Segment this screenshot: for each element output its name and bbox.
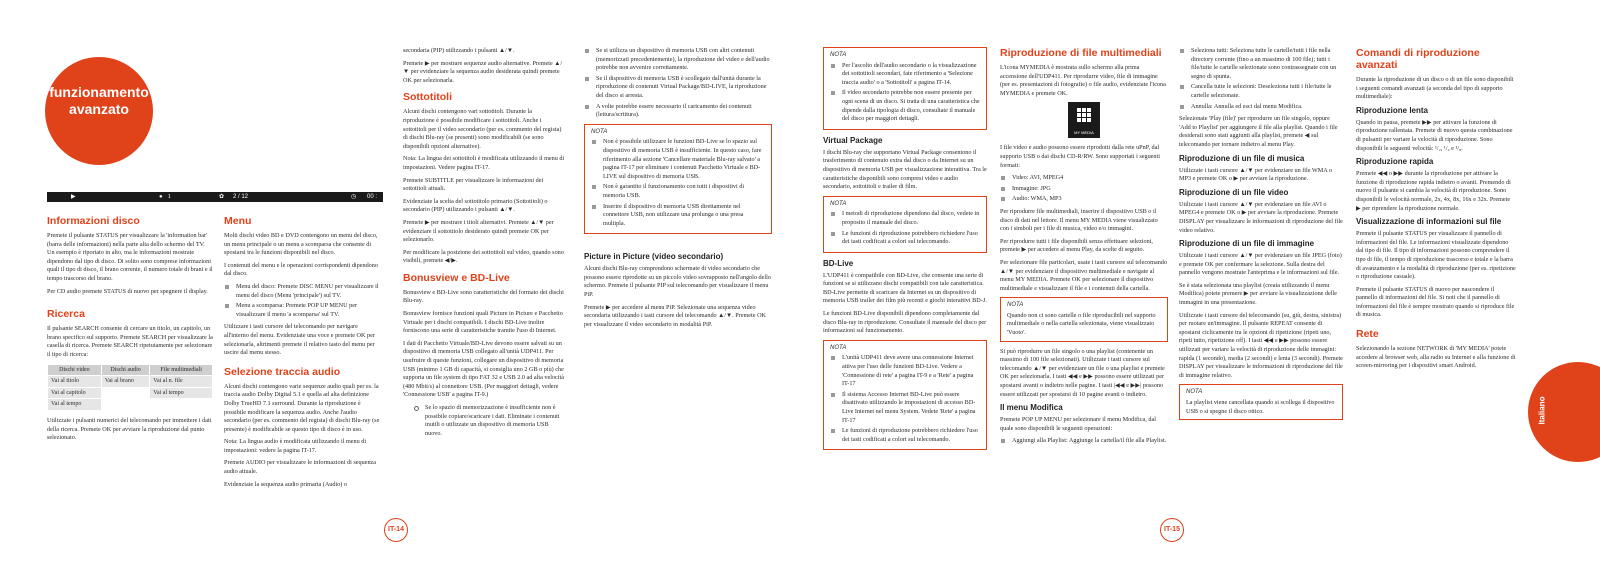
bonus-text-2: Bonusview fornisce funzioni quali Picture in Picture e Pacchetto Virtuale per i dischi compatibili. I dischi BD-Live inoltre forniscono una serie di caratteristiche tramite l'uso di Internet. <box>403 310 563 335</box>
note-title: NOTA <box>1007 302 1024 309</box>
search-text: Il pulsante SEARCH consente di cercare un titolo, un capitolo, un brano specifico sul supporto. Premete SEARCH per visualizzare la casella di ricerca. Premete SEARCH ripetutamente per selezionare il tipo di ricerca: <box>47 325 213 358</box>
table-cell <box>101 399 149 411</box>
note-text: La playlist viene cancellata quando si scollega il dispositivo USB o si spegne il disco ottico. <box>1186 399 1335 415</box>
list-item: Video: AVI, MPEG4 <box>1000 174 1168 183</box>
edit-text-2: Selezionate 'Play (file)' per riprodurre un file singolo, oppure 'Add to Playlist' per aggiungere il file alla playlist. Quando i file desiderati sono stati aggiunti alla playlist, premete ◀ sul telecomando per tornare indietro al menu Play. <box>1179 115 1338 148</box>
column-1 <box>47 215 213 447</box>
audio-text-cont: secondaria (PIP) utilizzando i pulsanti ▲/▼. <box>403 47 515 54</box>
page-number: IT-14 <box>384 518 408 542</box>
list-item: Menu a scomparsa: Premete POP UP MENU per visualizzare il menu 'a scomparsa' sul TV. <box>224 302 384 319</box>
clock-icon: ◷ <box>351 194 357 200</box>
heading-bonusview: Bonusview e BD-Live <box>403 271 510 284</box>
column-2 <box>224 215 384 493</box>
heading-multimedia: Riproduzione di file multimediali <box>1000 47 1162 59</box>
column-3 <box>403 47 565 442</box>
column-8 <box>1356 47 1516 375</box>
disc-info-text-2: Per CD audio premete STATUS di nuovo per spegnere il display. <box>47 287 208 295</box>
list-item: Il video secondario potrebbe non essere presente per ogni scena di un disco. Si tratta di una caratteristica che dipende dalla tipologia di disco, consultate il manuale del disco per maggiori dettagli. <box>830 89 980 123</box>
heading-bd-live: BD-Live <box>823 258 854 268</box>
heading-slow-play: Riproduzione lenta <box>1356 105 1428 115</box>
search-table <box>47 364 213 411</box>
audio-text: Alcuni dischi contengono varie sequenze audio quali per es. la traccia audio Dolby Digital 5.1 e quella ad alta definizione Dolby TrueHD 7.1 surround. Durante la riproduzione è possibile modificare la sequenza audio. Anche l'audio secondario (per es. commento del regista) di dischi Blu-ray (se presente) è modificabile se questo tipo di disco è in uso. <box>224 382 380 433</box>
chapter-value: 1 <box>168 194 171 200</box>
heading-file-info: Visualizzazione di informazioni sul file <box>1356 217 1502 227</box>
list-item: Inserire il dispositivo di memoria USB direttamente nel connettore USB, non utilizzare una prolunga o una presa multipla. <box>591 203 765 229</box>
list-item: I metodi di riproduzione dipendono dal disco, vedete in proposito il manuale del disco. <box>830 210 980 227</box>
mm-text-6: Si può riprodurre un file singolo o una playlist (contenente un massimo di 100 file selezionati). Utilizzate i tasti cursore sul telecomando ▲/▼ per evidenziare un file o una playlist e premete OK per selezionarla. I tasti ◀◀ e ▶▶ possono essere utilizzati per spostarsi avanti o indietro nelle pagine. I tasti |◀◀ e ▶▶| possono essere utilizzati per spostarsi di 10 pagine avanti o indietro. <box>1000 347 1165 398</box>
list-item: Per l'ascolto dell'audio secondario o la visualizzazione dei sottotitoli secondari, fate riferimento a 'Selezione traccia audio' o a 'Sottotitoli' a pagina IT-14. <box>830 62 980 88</box>
list-item: A volte potrebbe essere necessario il caricamento dei contenuti (lettura/scrittura). <box>584 103 772 120</box>
table-header: Dischi video <box>48 364 102 376</box>
column-7 <box>1179 47 1343 426</box>
bd-text-2: Le funzioni BD-Live disponibili dipendono completamente dal disco Blu-ray in riproduzione. Consultate il manuale del disco per informazioni sul funzionamento. <box>823 310 987 335</box>
heading-advanced-controls: Comandi di riproduzione avanzati <box>1356 47 1480 71</box>
heading-disc-info: Informazioni disco <box>47 215 140 227</box>
network-text: Selezionando la sezione NETWORK di 'MY MEDIA' potete accedere al browser web, alla radio su Internet e alla funzione di screen-mirroring per i dispositivi smart Android. <box>1356 345 1516 370</box>
pip-text-2: Premete ▶ per accedere al menu PiP. Selezionate una sequenza video secondaria utilizzando i tasti cursore del telecomando ▲/▼. Premete OK per visualizzare il video secondario in modalità PiP. <box>584 303 766 328</box>
menu-text-3: Utilizzare i tasti cursore del telecomando per navigare all'interno del menu. Evidenziate una voce e premete OK per selezionarla, altrimenti premete il relativo tasto del menu per uscire dal menu stesso. <box>224 323 375 357</box>
table-row <box>48 387 213 399</box>
list-item: Audio: WMA, MP3 <box>1000 195 1168 204</box>
page-number: IT-15 <box>1160 518 1184 542</box>
time-value: 00 : 00 : 23 <box>367 194 378 220</box>
mm-text-4: Per riprodurre tutti i file disponibili senza effettuare selezioni, premete ▶ per accedere al menu Play, da scelte di seguito. <box>1000 237 1153 254</box>
disc-icon: ● <box>159 194 163 200</box>
table-cell: Vai al tempo <box>48 399 102 411</box>
subs-text-5: Per modificare la posizione dei sottotitoli sul video, quando sono visibili, premete ◀/▶. <box>403 248 564 265</box>
information-bar <box>47 192 383 220</box>
heading-pip: Picture in Picture (video secondario) <box>584 252 724 262</box>
heading-search: Ricerca <box>47 308 85 321</box>
my-media-label: MY MEDIA <box>1074 130 1094 136</box>
list-item: Se lo spazio di memorizzazione è insufficiente non è possibile copiare/scaricare i dati. Eliminate i contenuti inutili o utilizzate un dispositivo di memoria USB nuovo. <box>403 404 565 438</box>
audio-text-3: Evidenziate la sequenza audio primaria (Audio) o <box>224 480 348 488</box>
file-info-text-2: Premete il pulsante STATUS di nuovo per nascondere il pannello di informazioni del file. Si noti che il pannello di informazioni del file è sempre mostrato quando si riproduce file di musica. <box>1356 285 1515 319</box>
list-item: Seleziona tutti: Seleziona tutte le cartelle/tutti i file nella directory corrente (fino a un massimo di 100 file); tutti i file/tutte le cartelle selezionate sono contrassegnate con un segno di spunta. <box>1179 47 1343 81</box>
video-text: Utilizzate i tasti cursore ▲/▼ per evidenziare un file AVI o MPEG4 e premete OK o ▶ per avviare la riproduzione. Premete DISPLAY per visualizzare le informazioni di riproduzione del file video relativo. <box>1179 200 1343 234</box>
heading-edit-menu: Il menu Modifica <box>1000 403 1063 413</box>
note-box <box>823 47 987 130</box>
table-cell: Vai al tempo <box>150 387 213 399</box>
table-row <box>48 399 213 411</box>
list-item: Cancella tutte le selezioni: Deseleziona tutti i file/tutte le cartelle selezionate. <box>1179 83 1343 100</box>
list-item: Non è possibile utilizzare le funzioni BD-Live se lo spazio sul dispositivo di memoria USB è insufficiente. In questo caso, fare riferimento alla sezione 'Cancellare materiale Blu-ray salvato' a pagina IT-17 per eliminare i contenuti Pacchetto Virtuale e BD-LIVE sul dispositivo di memoria USB. <box>591 138 765 181</box>
play-icon: ▶ <box>71 194 76 200</box>
list-item: Il sistema Accesso Internet BD-Live può essere disattivato utilizzando le impostazioni di accesso BD-Live Internet nel menu System. Vedete 'Rete' a pagina IT-17 <box>830 391 980 425</box>
slow-text: Quando in pausa, premete ▶▶ per attivare la funzione di riproduzione rallentata. Premete di nuovo questa combinazione di pulsanti per variare la velocità di riproduzione. Sono disponibili le seguenti velocità: ¹/₂, ¹/₄ e ¹/₈. <box>1356 118 1513 152</box>
edit-text: Premete POP UP MENU per selezionare il menu Modifica, dal quale sono disponibili le seguenti operazioni: <box>1000 416 1156 432</box>
audio-note: Nota: La lingua audio è modificata utilizzando il menu di impostazioni: vedere la pagina IT-17. <box>224 438 367 454</box>
mm-text: L'icona MYMEDIA è mostrata sullo schermo alla prima accensione dell'UDP411. Per riprodurre video, file di immagine (per es. presentazioni di fotografie) o file audio, evidenziate l'icona MYMEDIA e premete OK. <box>1000 64 1166 97</box>
table-cell <box>150 399 213 411</box>
track-value: 2 / 12 <box>233 194 249 200</box>
table-header: File multimediali <box>150 364 213 376</box>
note-box <box>823 340 987 451</box>
note-title: NOTA <box>830 52 847 58</box>
subs-text: Alcuni dischi contengono vari sottotitoli. Durante la riproduzione è possibile modificare i sottotitoli. Anche i sottotitoli per il video secondario (per es. commento del regista) di dischi Blu-ray (se presenti) sono modificabili (se sono disponibili opzioni alternative). <box>403 108 562 150</box>
heading-menu: Menu <box>224 215 252 227</box>
note-title: NOTA <box>830 200 847 207</box>
mm-text-2: I file video e audio possono essere riprodotti dalla rete uPnP, dal supporto USB o dai dischi CD-R/RW. Sono supportati i seguenti formati: <box>1000 144 1160 169</box>
image-text-3: Utilizzate i tasti cursore del telecomando (su, giù, destra, sinistra) per ruotare un'immagine. Il pulsante REPEAT consente di spostarsi ciclicamente tra le opzioni di ripetizione (ripeti uno, ripeti tutto, ripetizione off). I tasti ◀◀ e ▶▶ possono essere utilizzati per variare la velocità di riproduzione delle immagini: rapida (1 secondo), media (2 secondi) e lenta (3 secondi). Premete DISPLAY per visualizzare le informazioni di riproduzione del file di immagine relativo. <box>1179 311 1343 379</box>
list-item: Immagine: JPG <box>1000 185 1168 194</box>
menu-text: Molti dischi video BD e DVD contengono un menu del disco, un menu principale o un menu a scomparsa che consente di spostarsi tra le funzioni disponibili nel disco. <box>224 232 378 257</box>
heading-subtitles: Sottotitoli <box>403 91 452 104</box>
list-item: Menu del disco: Premete DISC MENU per visualizzare il menu del disco (Menu 'principale') sul TV. <box>224 283 384 300</box>
note-box <box>823 196 987 253</box>
table-cell: Vai al brano <box>101 376 149 388</box>
menu-text-2: I contenuti del menu e le operazioni corrispondenti dipendono dal disco. <box>224 261 378 278</box>
table-cell <box>101 387 149 399</box>
list-item: Se si utilizza un dispositivo di memoria USB con altri contenuti (memorizzati precedentemente), la riproduzione del video e dell'audio potrebbe non avvenire correttamente. <box>584 47 772 73</box>
search-text-2: Utilizzate i pulsanti numerici del telecomando per immettere i dati della ricerca. Premete OK per avviare la riproduzione dal punto selezionato. <box>47 416 212 442</box>
list-item: Annulla: Annulla ed esci dal menu Modifica. <box>1179 103 1343 112</box>
language-tab <box>1528 362 1600 462</box>
heading-fast-play: Riproduzione rapida <box>1356 157 1434 167</box>
note-title: NOTA <box>830 344 847 351</box>
column-5 <box>823 47 987 456</box>
fast-text: Premete ◀◀ o ▶▶ durante la riproduzione per attivare la funzione di riproduzione rapida indietro o avanti. Premendo di nuovo il pulsante si cambia la velocità di riproduzione. Sono disponibili le velocità normale, 2x, 4x, 8x, 16x e 32x. Premete ▶ per riprendere la riproduzione normale. <box>1356 170 1511 212</box>
mm-text-3: Per riprodurre file multimediali, inserire il dispositivo USB o il disco di dati nel lettore. Il menu MY MEDIA viene visualizzato con i simboli per i file di musica, video e/o immagini. <box>1000 207 1158 233</box>
section-title-line1: funzionamento <box>49 84 149 100</box>
table-cell: Vai al n. file <box>150 376 213 388</box>
list-item: Aggiungi alla Playlist: Aggiunge la cartella/il file alla Playlist. <box>1000 437 1168 446</box>
heading-video-file: Riproduzione di un file video <box>1179 187 1289 197</box>
subs-text-3: Evidenziate la scelta del sottotitolo primario (Sottotitoli) o secondario (PIP) utilizzando i pulsanti ▲/▼. <box>403 197 548 214</box>
section-title-badge <box>45 57 153 165</box>
disc-info-text: Premete il pulsante STATUS per visualizzare la 'information bar' (barra delle informazioni) nella parte alta dello schermo del TV. Un esempio è riportato in alto, ma le informazioni mostrate dipendono dal tipo di disco. Di solito sono comprese informazioni quali il tipo di disco, il brano corrente, il numero totale di brani e il tempo trascorso del brano. <box>47 232 213 282</box>
note-title: NOTA <box>591 128 608 135</box>
column-4 <box>584 47 772 333</box>
table-cell: Vai al capitolo <box>48 387 102 399</box>
table-row <box>48 376 213 388</box>
list-item: Le funzioni di riproduzione potrebbero richiedere l'uso dei tasti codificati a colori sul telecomando. <box>830 427 980 444</box>
heading-audio: Selezione traccia audio <box>224 365 341 378</box>
audio-text-cont-2: Premete ▶ per mostrare sequenze audio alternative. Premete ▲/▼ per evidenziare la sequenza audio desiderata quindi premete OK per selezionarla. <box>403 59 563 84</box>
column-6 <box>1000 47 1168 450</box>
heading-music-file: Riproduzione di un file di musica <box>1179 153 1305 163</box>
section-title-line2: avanzato <box>69 101 129 117</box>
audio-text-2: Premete AUDIO per visualizzare le informazioni di sequenza audio attuale. <box>224 459 377 476</box>
vp-text: I dischi Blu-ray che supportano Virtual Package consentono il trasferimento di contenuto extra dal disco o da Internet su un dispositivo di memoria USB per visualizzazione interattiva. Tra le caratteristiche disponibili sono compresi video e audio secondario, sottotitoli e trailer di film. <box>823 148 987 191</box>
pip-text: Alcuni dischi Blu-ray comprendono schermate di video secondario che possono essere riprodotte su un piccolo video sovrapposto nell'angolo dello schermo. Premete il pulsante PIP sul telecomando per visualizzare il menu PiP. <box>584 265 771 299</box>
music-text: Utilizzate i tasti cursore ▲/▼ per evidenziare un file WMA o MP3 e premete OK o ▶ per avviare la riproduzione. <box>1179 166 1333 183</box>
note-box <box>1000 297 1168 341</box>
image-text-2: Se è stata selezionata una playlist (creata utilizzando il menu Modifica) potete premere ▶ per avviare la visualizzazione delle immagini in una presentazione. <box>1179 281 1337 307</box>
subs-text-2: Premete SUBTITLE per visualizzare le informazioni dei sottotitoli attuali. <box>403 176 544 193</box>
list-item: L'unità UDP411 deve avere una connessione Internet attiva per l'uso delle funzioni BD-Live. Vedere a 'Connessione di rete' a pagina IT-9 e a 'Rete' a pagina IT-17 <box>830 354 980 388</box>
note-text: Quando non ci sono cartelle o file riproducibili nel supporto multimediale o nella cartella selezionata, viene visualizzato 'Vuoto'. <box>1007 311 1156 337</box>
list-item: Se il dispositivo di memoria USB è scollegato dall'unità durante la riproduzione di contenuti Virtual Package/BD-LIVE, la riproduzione del disco si arresta. <box>584 75 772 101</box>
image-text: Utilizzate i tasti cursore ▲/▼ per evidenziare un file JPEG (foto) e premete OK per confermare la selezione. Sulla destra del pannello vengono mostrate l'anteprima e le informazioni sul file. <box>1179 252 1342 277</box>
subs-note: Nota: La lingua dei sottotitoli è modificata utilizzando il menu di impostazioni. Vedere pagina IT-17. <box>403 155 565 171</box>
heading-image-file: Riproduzione di un file di immagine <box>1179 239 1315 249</box>
bonus-text: Bonusview e BD-Live sono caratteristiche del formato dei dischi Blu-ray. <box>403 288 564 305</box>
list-item: Non è garantito il funzionamento con tutti i dispositivi di memoria USB. <box>591 183 765 200</box>
file-info-text: Premete il pulsante STATUS per visualizzare il pannello di informazioni del file. Le informazioni visualizzate dipendono dal tipo di file. Il tipo di informazioni possono comprendere il tipo di file, il tempo di riproduzione trascorso e totale e la barra di avanzamento e la modalità di riproduzione (per es. ripetizione o riproduzione casuale). <box>1356 230 1516 281</box>
track-icon: ✿ <box>219 194 225 200</box>
heading-network: Rete <box>1356 328 1379 341</box>
note-box <box>1179 384 1343 420</box>
mm-text-5: Per selezionare file particolari, usate i tasti cursore sul telecomando ▲/▼ per evidenziare il dispositivo multimediale e navigate al menu MY MEDIA. Premete OK per selezionare il dispositivo multimediale e visualizzare il file e i contenuti della cartella. <box>1000 258 1167 292</box>
adv-text: Durante la riproduzione di un disco o di un file sono disponibili i seguenti comandi avanzati (a seconda del tipo di supporto multimediale): <box>1356 76 1514 101</box>
bd-text: L'UDP411 è compatibile con BD-Live, che consente una serie di funzioni se si utilizzano dischi compatibili con tale caratteristica. BD-Live permette di scaricare da Internet su un dispositivo di memoria USB trailer dei film più recenti e giochi interattivi BD-J. <box>823 271 987 305</box>
heading-virtual-package: Virtual Package <box>823 135 883 145</box>
table-header: Dischi audio <box>101 364 149 376</box>
note-box <box>584 124 772 235</box>
note-title: NOTA <box>1186 389 1203 396</box>
my-media-icon <box>1068 102 1100 138</box>
list-item: Le funzioni di riproduzione potrebbero richiedere l'uso dei tasti codificati a colori sul telecomando. <box>830 230 980 247</box>
language-label: Italiano <box>1537 396 1547 425</box>
subs-text-4: Premete ▶ per mostrare i titoli alternativi. Premete ▲/▼ per evidenziare il sottotitolo desiderato quindi premete OK per selezionarlo. <box>403 218 554 244</box>
table-cell: Vai al titolo <box>48 376 102 388</box>
bonus-text-3: I dati di Pacchetto Virtuale/BD-Live devono essere salvati su un dispositivo di memoria USB collegato all'unità UDP411. Per usufruire di queste funzioni, collegare un dispositivo di memoria USB (minimo 1 GB di capacità, si consiglia uno 2 GB o più) che supporta un file system di tipo FAT 32 e USB 2.0 ad alta velocità (480 Mbit/s) al connettore USB. (Per maggiori dettagli, vedere 'Connessione USB' a pagina IT-9.) <box>403 339 564 399</box>
